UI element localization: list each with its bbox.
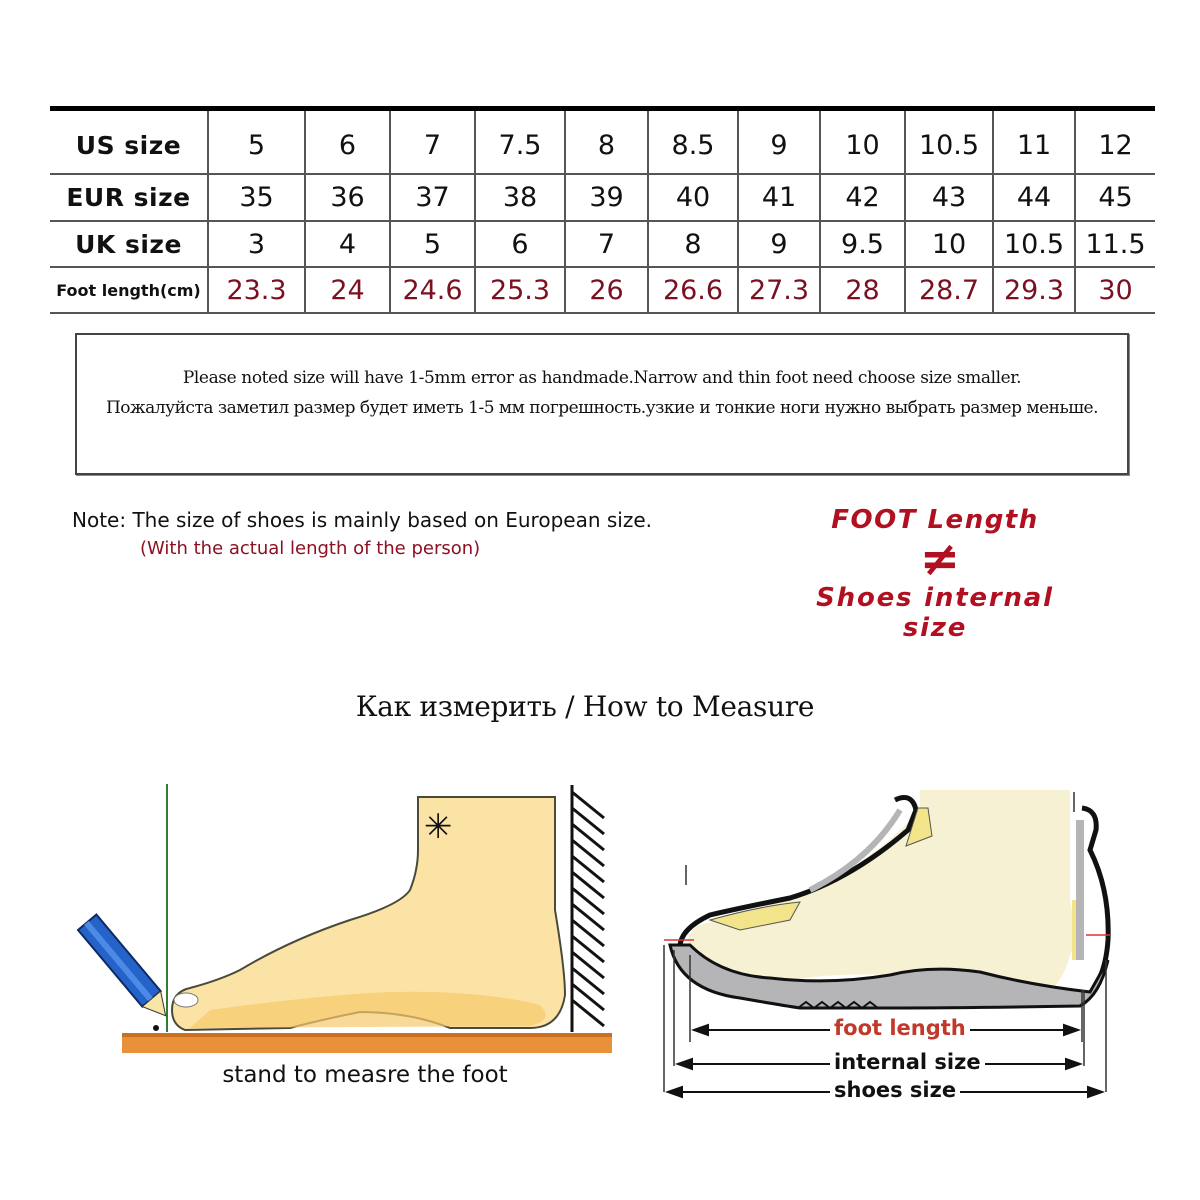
not-equal-icon: ≠ xyxy=(919,531,961,587)
cell: 43 xyxy=(905,174,993,221)
cell: 35 xyxy=(208,174,305,221)
cell: 8 xyxy=(648,221,738,267)
cell: 9.5 xyxy=(820,221,905,267)
cell: 10.5 xyxy=(993,221,1075,267)
cell: 9 xyxy=(738,109,820,175)
actual-length-note: (With the actual length of the person) xyxy=(140,538,481,559)
stand-measure-caption: stand to measre the foot xyxy=(222,1062,508,1088)
foot-length-label: foot length xyxy=(830,1016,970,1040)
stand-measure-illustration xyxy=(60,770,620,1110)
cell: 8.5 xyxy=(648,109,738,175)
foot-length-row xyxy=(50,267,1155,313)
cell: 40 xyxy=(648,174,738,221)
cell: 41 xyxy=(738,174,820,221)
cell: 8 xyxy=(565,109,648,175)
cell: 36 xyxy=(305,174,390,221)
cell: 7 xyxy=(565,221,648,267)
cell: 3 xyxy=(208,221,305,267)
row-label: EUR size xyxy=(50,174,208,221)
size-chart-table xyxy=(50,106,1155,314)
cell: 7 xyxy=(390,109,475,175)
row-label: Foot length(cm) xyxy=(50,267,208,313)
cell: 29.3 xyxy=(993,267,1075,313)
cell: 26.6 xyxy=(648,267,738,313)
cell: 4 xyxy=(305,221,390,267)
pencil-icon xyxy=(78,915,175,1024)
cell: 10.5 xyxy=(905,109,993,175)
row-label: UK size xyxy=(50,221,208,267)
internal-size-label: internal size xyxy=(830,1050,985,1074)
cell: 5 xyxy=(208,109,305,175)
handmade-error-notice xyxy=(75,333,1129,475)
cell: 39 xyxy=(565,174,648,221)
eur-size-row xyxy=(50,174,1155,221)
cell: 5 xyxy=(390,221,475,267)
cell: 11 xyxy=(993,109,1075,175)
cell: 9 xyxy=(738,221,820,267)
shoes-size-label: shoes size xyxy=(830,1078,960,1102)
us-size-row xyxy=(50,109,1155,175)
european-size-note: Note: The size of shoes is mainly based on European size. xyxy=(72,508,652,532)
cell: 7.5 xyxy=(475,109,565,175)
cell: 44 xyxy=(993,174,1075,221)
cell: 38 xyxy=(475,174,565,221)
cell: 10 xyxy=(820,109,905,175)
foot-length-heading: FOOT Length xyxy=(831,505,1039,535)
uk-size-row xyxy=(50,221,1155,267)
wall-icon xyxy=(572,785,604,1032)
ankle-marker-icon: ✳ xyxy=(424,807,453,847)
cell: 6 xyxy=(475,221,565,267)
cell: 6 xyxy=(305,109,390,175)
cell: 11.5 xyxy=(1075,221,1155,267)
foot-vs-shoe-comparison xyxy=(780,505,1090,643)
cell: 37 xyxy=(390,174,475,221)
how-to-measure-title: Как измерить / How to Measure xyxy=(355,690,815,723)
row-label: US size xyxy=(50,109,208,175)
foot-icon xyxy=(689,790,1074,998)
cell: 30 xyxy=(1075,267,1155,313)
cell: 28.7 xyxy=(905,267,993,313)
notice-russian: Пожалуйста заметил размер будет иметь 1-5 мм погрешность.узкие и тонкие ноги нужно выбрать размер меньше. xyxy=(105,398,1099,418)
cell: 10 xyxy=(905,221,993,267)
cell: 45 xyxy=(1075,174,1155,221)
cell: 12 xyxy=(1075,109,1155,175)
cell: 42 xyxy=(820,174,905,221)
notice-english: Please noted size will have 1-5mm error as handmade.Narrow and thin foot need choose size smaller. xyxy=(182,368,1022,388)
cell: 26 xyxy=(565,267,648,313)
cell: 27.3 xyxy=(738,267,820,313)
cell: 24.6 xyxy=(390,267,475,313)
cell: 25.3 xyxy=(475,267,565,313)
cell: 28 xyxy=(820,267,905,313)
cell: 23.3 xyxy=(208,267,305,313)
shoes-internal-size-heading: Shoes internal size xyxy=(816,583,1054,643)
cell: 24 xyxy=(305,267,390,313)
